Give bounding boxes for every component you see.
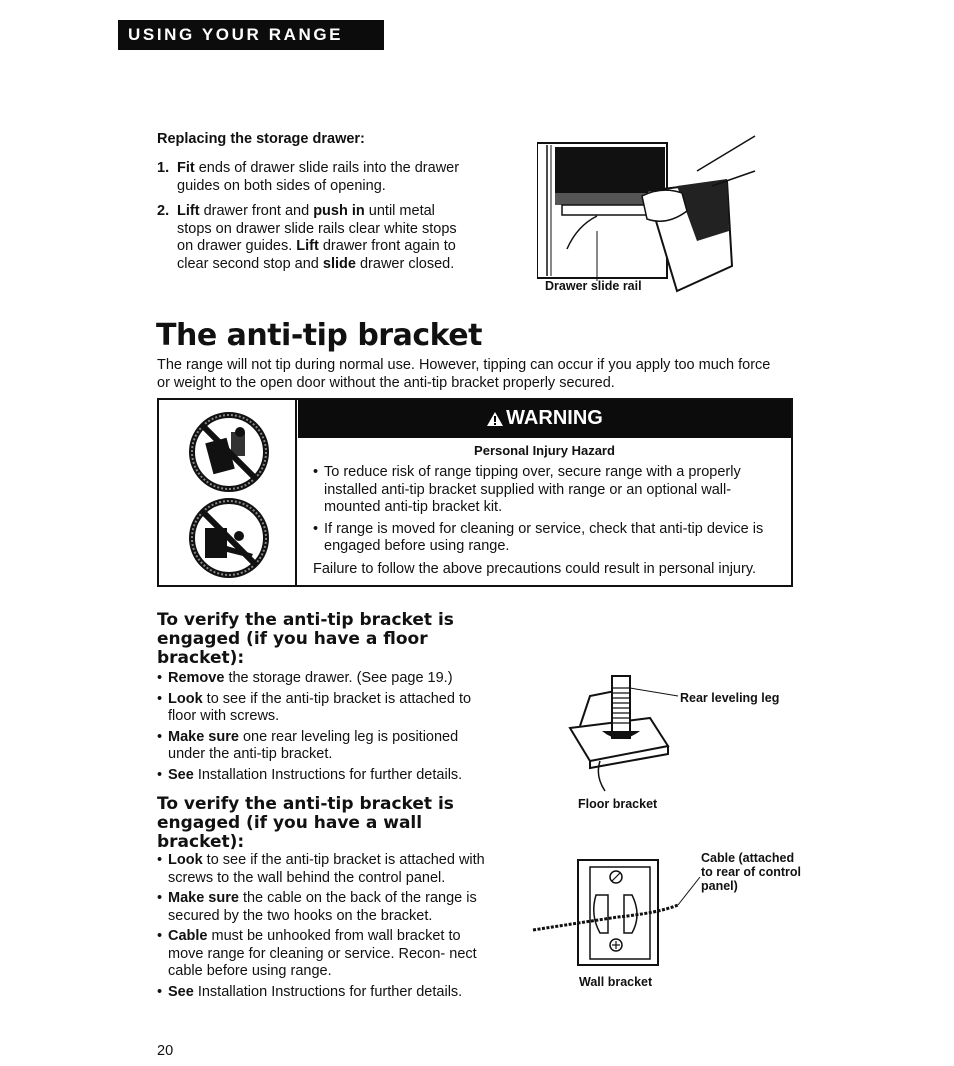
wall-bullets xyxy=(157,852,487,1004)
warning-bullet-text: If range is moved for cleaning or service, check that anti-tip device is engaged before using range. xyxy=(324,520,764,554)
step-number: 2. xyxy=(157,203,170,219)
drawer-steps-list xyxy=(157,160,462,281)
step-text: slide xyxy=(322,255,356,272)
bullet-text: Installation Instructions for further details. xyxy=(193,766,463,783)
list-item xyxy=(157,984,487,1002)
step-number: 1. xyxy=(157,160,170,176)
floor-bracket-caption: Floor bracket xyxy=(578,797,658,811)
drawer-figure-label: Drawer slide rail xyxy=(545,279,642,293)
bullet-action: See xyxy=(168,983,194,1000)
wall-bracket-heading: To verify the anti-tip bracket is engaged (if you have a wall bracket): xyxy=(157,794,454,852)
warning-header xyxy=(298,400,791,438)
warning-bullet xyxy=(313,464,783,517)
drawer-step xyxy=(157,160,462,195)
step-text: ends of drawer slide rails into the drawer guides on both sides of opening. xyxy=(177,160,460,194)
bullet-text: the cable on the back of the range is secured by the two hooks on the bracket. xyxy=(168,890,477,924)
warning-label: WARNING xyxy=(506,407,603,429)
bullet-text: one rear leveling leg is positioned under the anti-tip bracket. xyxy=(168,728,459,762)
bullet-icon: • xyxy=(157,852,163,868)
warning-triangle-icon xyxy=(486,411,504,427)
bullet-icon: • xyxy=(157,728,163,745)
list-item xyxy=(157,670,487,688)
page-title: The anti-tip bracket xyxy=(156,318,482,353)
floor-bracket-figure xyxy=(560,666,690,796)
step-text: drawer front again to clear second stop and xyxy=(177,238,456,272)
wall-bracket-caption: Wall bracket xyxy=(579,975,653,989)
rear-leveling-leg-label: Rear leveling leg xyxy=(680,691,780,705)
bullet-action: See xyxy=(168,766,194,783)
wall-bracket-figure xyxy=(528,855,703,970)
bullet-text: to see if the anti-tip bracket is attached with screws to the wall behind the control panel. xyxy=(168,852,485,886)
list-item xyxy=(157,852,487,887)
bullet-icon: • xyxy=(157,983,163,1000)
list-item xyxy=(157,890,487,925)
bullet-action: Cable xyxy=(168,928,208,944)
section-header: USING YOUR RANGE xyxy=(118,20,384,50)
list-item xyxy=(157,767,487,785)
floor-bracket-heading: To verify the anti-tip bracket is engaged (if you have a floor bracket): xyxy=(157,610,454,668)
bullet-icon: • xyxy=(313,464,319,480)
drawer-figure xyxy=(537,131,757,301)
antitip-intro: The range will not tip during normal use. However, tipping can occur if you apply too much force or weight to the open door without the anti-tip bracket properly secured. xyxy=(157,357,771,391)
warning-box xyxy=(157,398,793,587)
step-text: Lift xyxy=(177,203,200,219)
step-text: drawer front and xyxy=(199,203,314,219)
bullet-icon: • xyxy=(157,670,163,686)
list-item xyxy=(157,928,487,981)
hazard-title: Personal Injury Hazard xyxy=(474,443,615,458)
bullet-action: Make sure xyxy=(168,728,239,745)
bullet-text: to see if the anti-tip bracket is attached to floor with screws. xyxy=(168,690,472,724)
bullet-action: Look xyxy=(168,690,203,707)
cable-label: Cable (attached to rear of control panel) xyxy=(701,851,802,893)
bullet-action: Make sure xyxy=(168,890,239,906)
list-item xyxy=(157,691,487,726)
step-text: drawer closed. xyxy=(355,255,455,272)
bullet-text: must be unhooked from wall bracket to move range for cleaning or service. Recon- nect cable before using range. xyxy=(168,928,477,979)
warning-bullets xyxy=(313,464,783,560)
bullet-icon: • xyxy=(157,690,163,707)
bullet-icon: • xyxy=(313,520,319,537)
bullet-action: Look xyxy=(168,852,203,868)
door-weight-pictogram-icon xyxy=(187,496,271,580)
step-text: Fit xyxy=(177,160,195,176)
bullet-action: Remove xyxy=(168,670,225,686)
tip-hazard-pictogram-icon xyxy=(187,410,271,494)
drawer-heading: Replacing the storage drawer: xyxy=(157,131,365,147)
bullet-icon: • xyxy=(157,928,163,944)
drawer-step xyxy=(157,203,462,273)
bullet-text: Installation Instructions for further details. xyxy=(193,983,463,1000)
bullet-icon: • xyxy=(157,766,163,783)
step-text: until metal stops on drawer slide rails clear white stops on drawer guides. xyxy=(177,203,457,254)
list-item xyxy=(157,729,487,764)
step-text: push in xyxy=(313,203,365,219)
warning-bullet xyxy=(313,521,783,556)
warning-footer: Failure to follow the above precautions could result in personal injury. xyxy=(313,561,757,577)
page-number: 20 xyxy=(157,1043,174,1059)
warning-bullet-text: To reduce risk of range tipping over, secure range with a properly installed anti-tip bracket supplied with range or an optional wall-mounted anti-tip bracket kit. xyxy=(324,464,741,515)
step-text: Lift xyxy=(296,238,319,254)
warning-pictograms xyxy=(159,400,297,585)
bullet-icon: • xyxy=(157,890,163,906)
bullet-text: the storage drawer. (See page 19.) xyxy=(224,670,453,686)
floor-bullets xyxy=(157,670,487,787)
